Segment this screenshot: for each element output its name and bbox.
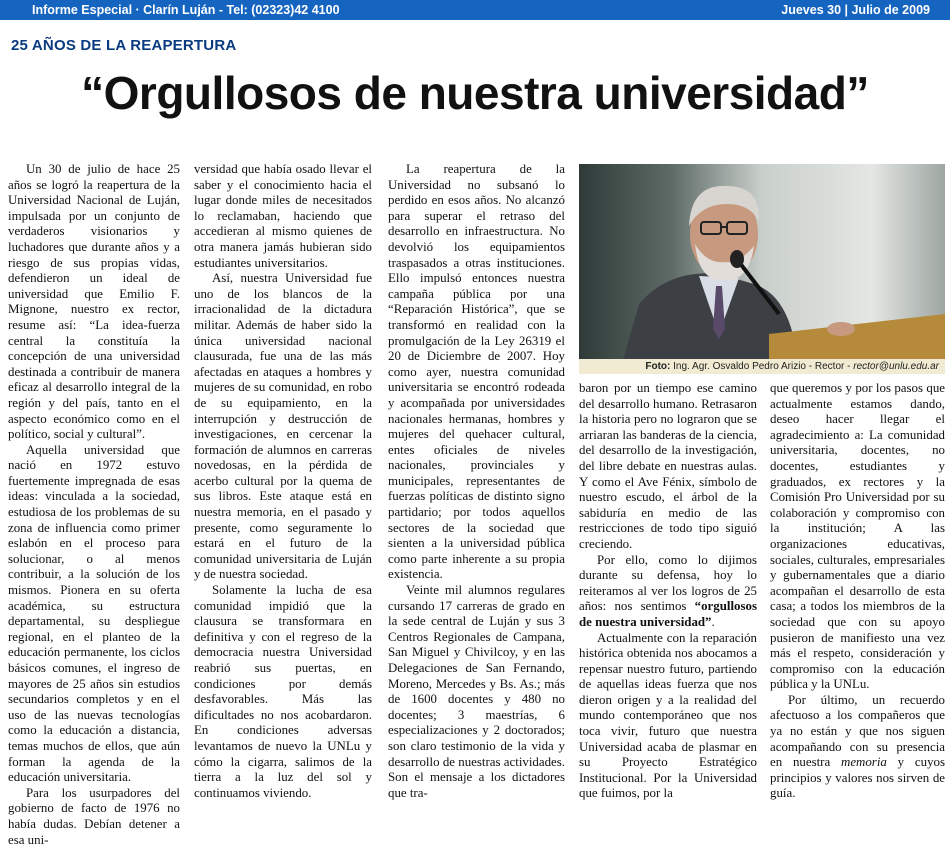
article-column-1 [8, 162, 180, 848]
rector-photo [579, 164, 945, 374]
caption-text: Ing. Agr. Osvaldo Pedro Arizio - Rector - [673, 361, 851, 372]
paragraph: Un 30 de julio de hace 25 años se logró la reapertura de la Universidad Nacional de Luján, impulsada por un conjunto de verdaderos visionarios y luchadores que durante años y a riesgo de sus propias vidas, defendieron un ideal de universidad que Emilio F. Mignone, nuestro ex rector, resume así: “La idea-fuerza central la constituía la concepción de una universidad destinada a contribuir de manera eficaz al desarrollo integral de la región y del país, tanto en el aspecto económico como en el político, social y cultural”. [8, 162, 180, 442]
paragraph [579, 553, 757, 631]
paragraph: baron por un tiempo ese camino del desarrollo humano. Retrasaron la historia pero no lograron que se arriaran las banderas de la ciencia, del desarrollo de la investigación, del libre debate en nuestras aulas. Y como el Ave Fénix, símbolo de nuestro escudo, el árbol de la sabiduría en medio de las restricciones de todo tipo siguió creciendo. [579, 381, 757, 551]
paragraph: versidad que había osado llevar el saber y el conocimiento hacia el lugar donde miles de necesitados lo reclamaban, haciendo que accedieran al mismo quienes de otra manera jamás hubieran sido estudiantes universitarios. [194, 162, 372, 270]
paragraph: Para los usurpadores del gobierno de facto de 1976 no había dudas. Debían detener a esa uni- [8, 785, 180, 847]
paragraph: Veinte mil alumnos regulares cursando 17 carreras de grado en la sede central de Luján y sus 3 Centros Regionales de Campana, San Miguel y Chivilcoy, y en las Delegaciones de San Fernando, Moreno, Mercedes y Bs. As.; más de 1600 docentes y 480 no docentes; 3 maestrías, 6 especializaciones y 2 doctorados; son claro testimonio de la vida y desarrollo de nuestras actividades. Son el mensaje a los dictadores que tra- [388, 583, 565, 800]
section-title: 25 AÑOS DE LA REAPERTURA [11, 37, 237, 54]
article-column-4 [579, 381, 757, 802]
article-column-2 [194, 162, 372, 801]
paragraph: Aquella universidad que nació en 1972 estuvo fuertemente impregnada de esas ideas: vinculada a la sociedad, estudiosa de los problemas de su zona de influencia como primer eslabón en el proceso para solucionar, o al menos contribuir, a la solución de los mismos. Pionera en su oferta académica, su estructura departamental, su despliegue regional, en el planteo de la educación permanente, los ciclos básicos comunes, el ingreso de mayores de 25 años sin estudios secundarios completos y en el uso de las nuevas tecnologías como la educación a distancia, temas muchos de ellos, que aún forman la agenda de la educación universitaria. [8, 442, 180, 785]
rector-portrait-image [579, 164, 945, 374]
paragraph: Así, nuestra Universidad fue uno de los blancos de la irracionalidad de la dictadura militar. Además de haber sido la única universidad nacional clausurada, fue una de las más afectadas en ataques a hombres y mujeres de su comunidad, en robo de su equipamiento, en la interrupción y destrucción de investigaciones, en cercenar la formación de alumnos en carreras novedosas, en la pérdida de acerbo cultural por la quema de sus libros. Este ataque está en nuestra memoria, en el pasado y presente, como seguramente lo estará en el futuro de la comunidad universitaria de Luján y de nuestra sociedad. [194, 271, 372, 582]
paragraph: Actualmente con la reparación histórica obtenida nos abocamos a repensar nuestro futuro, partiendo de aquellas ideas fuerza que nos dieron origen y a la realidad del mundo contemporáneo que nos toca vivir, futuro que nuestra Universidad acaba de plasmar en su Proyecto Estratégico Institucional. Por la Universidad que fuimos, por la [579, 630, 757, 801]
article-column-3 [388, 162, 565, 801]
emphasis-quote: “orgullosos de nuestra universidad” [579, 599, 757, 629]
paragraph-text: Por último, un recuerdo afectuoso a los compañeros que ya no están y que nos siguen acompañando con su presencia en nuestra [770, 692, 945, 770]
caption-label: Foto: [645, 361, 671, 372]
header-publication: Informe Especial · Clarín Luján - Tel: (02323)42 4100 [32, 3, 340, 17]
paragraph-text: y cuyos principios y valores nos sirven de guía. [770, 755, 945, 801]
paragraph-text: Por ello, como lo dijimos durante su defensa, hoy lo reiteramos al ver los logros de 25 años: nos sentimos [579, 552, 757, 614]
emphasis-word: memoria [841, 755, 887, 770]
header-bar [0, 0, 950, 20]
paragraph: que queremos y por los pasos que actualmente estamos dando, deseo hacer llegar el agradecimiento a: La comunidad universitaria, docentes, no docentes, estudiantes y graduados, ex rectores y la Comisión Pro Universidad por su colaboración y compromiso con la institución; A las organizaciones educativas, sociales, culturales, empresariales y gubernamentales que a diario acompañan el desarrollo de esta casa; a todos los miembros de la sociedad que con su apoyo pusieron de manifiesto una vez más el respeto, consideración y compromiso con la educación pública y la UNLu. [770, 381, 945, 692]
headline: “Orgullosos de nuestra universidad” [81, 67, 869, 119]
paragraph-text: . [711, 614, 715, 629]
paragraph: Solamente la lucha de esa comunidad impidió que la clausura se transformara en definitiva y con el regreso de la democracia nuestra Universidad reabrió sus puertas, en condiciones por demás desfavorables. Más las dificultades no nos acobardaron. En condiciones adversas levantamos de nuevo la UNLu y cómo la cigarra, salimos de la tierra a la luz del sol y continuamos viviendo. [194, 583, 372, 800]
header-date: Jueves 30 | Julio de 2009 [781, 3, 930, 17]
paragraph: La reapertura de la Universidad no subsanó lo perdido en esos años. No alcanzó para superar el retraso del desarrollo en infraestructura. No devolvió los equipamientos traspasados a otras instituciones. Ello impulsó entonces nuestra campaña pública por una “Reparación Histórica”, que se transformó en realidad con la promulgación de la Ley 26319 el 20 de Diciembre de 2007. Hoy como ayer, nuestra comunidad universitaria se encontró rodeada y acompañada por universidades nacionales hermanas, hombres y mujeres del quehacer cultural, entes oficiales de niveles nacionales, provinciales y municipales, representantes de fuerzas políticas de distinto signo partidario; por todos aquellos sectores de la sociedad que sienten a la universidad pública como parte inherente a su propia existencia. [388, 162, 565, 582]
paragraph [770, 693, 945, 802]
article-column-5 [770, 381, 945, 802]
caption-email: rector@unlu.edu.ar [853, 361, 939, 372]
photo-caption [579, 359, 945, 374]
